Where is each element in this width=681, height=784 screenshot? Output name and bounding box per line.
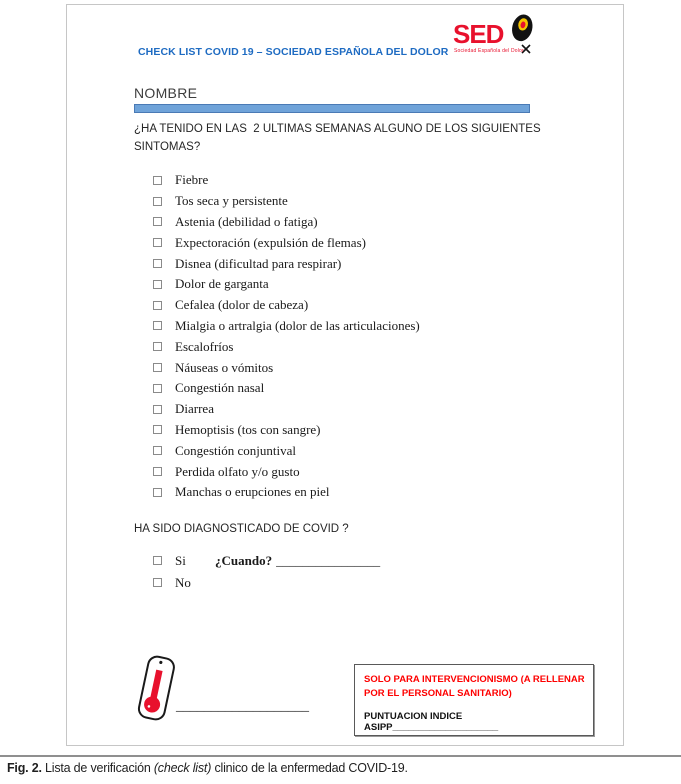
symptom-label: Perdida olfato y/o gusto xyxy=(175,463,300,479)
when-answer-line[interactable]: ________________ xyxy=(276,552,381,568)
symptom-label: Hemoptisis (tos con sangre) xyxy=(175,421,321,437)
checkbox-escalofrios[interactable] xyxy=(153,342,162,351)
asipp-score-row xyxy=(364,711,585,733)
name-field-label: NOMBRE xyxy=(134,85,198,101)
symptom-label: Congestión nasal xyxy=(175,380,265,396)
symptom-label: Astenia (debilidad o fatiga) xyxy=(175,213,318,229)
symptom-row xyxy=(153,357,420,378)
checkbox-manchas[interactable] xyxy=(153,488,162,497)
symptom-row xyxy=(153,378,420,399)
checkbox-mialgia[interactable] xyxy=(153,321,162,330)
symptom-label: Expectoración (expulsión de flemas) xyxy=(175,234,366,250)
diagnosis-yes-row xyxy=(153,550,380,571)
symptom-row xyxy=(153,399,420,420)
symptom-label: Diarrea xyxy=(175,401,214,417)
intervention-box xyxy=(354,664,594,736)
asipp-score-line[interactable]: ____________________ xyxy=(392,721,499,733)
symptom-row xyxy=(153,295,420,316)
symptom-row xyxy=(153,274,420,295)
checkbox-congestion-conjuntival[interactable] xyxy=(153,446,162,455)
document-title: CHECK LIST COVID 19 – SOCIEDAD ESPAÑOLA DEL DOLOR xyxy=(138,46,449,58)
checkbox-disnea[interactable] xyxy=(153,259,162,268)
symptom-row xyxy=(153,191,420,212)
caption-end-text: clinico de la enfermedad COVID-19. xyxy=(211,761,408,775)
symptom-row xyxy=(153,336,420,357)
caption-text: Lista de verificación xyxy=(41,761,154,775)
symptom-label: Tos seca y persistente xyxy=(175,193,288,209)
symptom-label: Manchas o erupciones en piel xyxy=(175,484,330,500)
checkbox-si[interactable] xyxy=(153,556,162,565)
symptom-question: ¿HA TENIDO EN LAS 2 ULTIMAS SEMANAS ALGUNO DE LOS SIGUIENTES SINTOMAS? xyxy=(134,123,544,153)
symptom-label: Mialgia o artralgia (dolor de las articulaciones) xyxy=(175,317,420,333)
temperature-answer-line[interactable]: ___________________ xyxy=(176,699,309,714)
intervention-warning: SOLO PARA INTERVENCIONISMO (A RELLENAR POR EL PERSONAL SANITARIO) xyxy=(364,674,585,700)
checkbox-no[interactable] xyxy=(153,578,162,587)
figure-number: Fig. 2. xyxy=(7,761,42,775)
symptom-row xyxy=(153,316,420,337)
checkbox-cefalea[interactable] xyxy=(153,301,162,310)
symptom-row xyxy=(153,170,420,191)
checkbox-hemoptisis[interactable] xyxy=(153,425,162,434)
diagnosis-no-row xyxy=(153,572,202,593)
diagnosis-question: HA SIDO DIAGNOSTICADO DE COVID ? xyxy=(134,523,349,535)
symptom-checklist xyxy=(153,170,420,503)
symptom-label: Disnea (dificultad para respirar) xyxy=(175,255,342,271)
symptom-label: Congestión conjuntival xyxy=(175,442,296,458)
sed-logo-subtitle: Sociedad Española del Dolor xyxy=(454,48,524,54)
checklist-form-page xyxy=(66,4,624,746)
checkbox-tos-seca[interactable] xyxy=(153,197,162,206)
thermometer-icon xyxy=(130,651,182,729)
symptom-row xyxy=(153,232,420,253)
symptom-row xyxy=(153,482,420,503)
symptom-row xyxy=(153,212,420,233)
name-input-field[interactable] xyxy=(134,104,530,113)
symptom-row xyxy=(153,440,420,461)
symptom-label: Náuseas o vómitos xyxy=(175,359,274,375)
symptom-row xyxy=(153,461,420,482)
checkbox-nauseas[interactable] xyxy=(153,363,162,372)
symptom-label: Dolor de garganta xyxy=(175,276,269,292)
sed-logo xyxy=(453,13,573,55)
figure-caption xyxy=(7,761,667,775)
symptom-label: Cefalea (dolor de cabeza) xyxy=(175,297,309,313)
caption-italic-text: (check list) xyxy=(153,761,212,775)
symptom-label: Fiebre xyxy=(175,172,209,188)
asipp-score-label: PUNTUACION INDICE ASIPP xyxy=(364,710,463,733)
symptom-row xyxy=(153,420,420,441)
checkbox-fiebre[interactable] xyxy=(153,176,162,185)
yes-label: Si xyxy=(175,552,186,568)
checkbox-astenia[interactable] xyxy=(153,217,162,226)
symptom-label: Escalofríos xyxy=(175,338,234,354)
sed-logo-text: SED xyxy=(453,19,504,49)
checkbox-diarrea[interactable] xyxy=(153,405,162,414)
checkbox-perdida-olfato[interactable] xyxy=(153,467,162,476)
no-label: No xyxy=(175,574,191,590)
checkbox-congestion-nasal[interactable] xyxy=(153,384,162,393)
caption-divider xyxy=(0,755,681,757)
symptom-row xyxy=(153,253,420,274)
checkbox-expectoracion[interactable] xyxy=(153,238,162,247)
when-label: ¿Cuando? xyxy=(215,552,273,568)
checkbox-dolor-garganta[interactable] xyxy=(153,280,162,289)
